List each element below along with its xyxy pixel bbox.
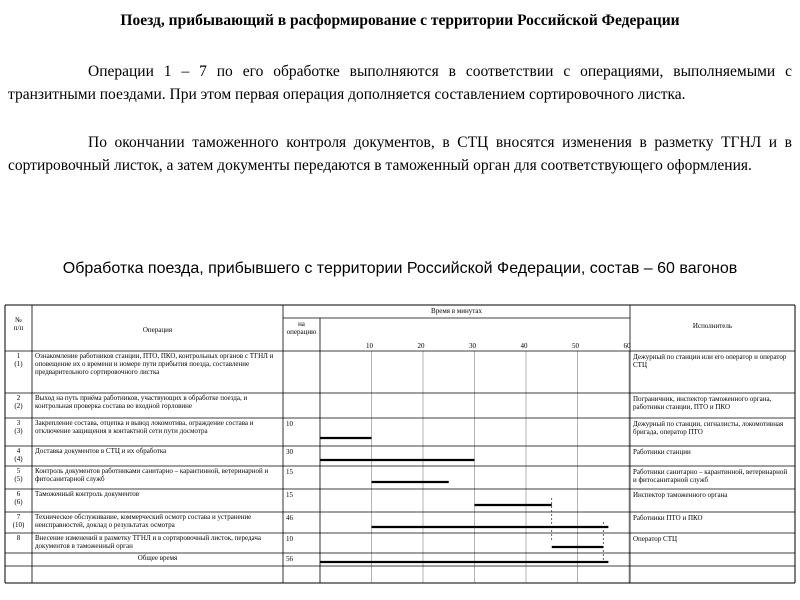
row-5-num: 5 (5) (14, 467, 23, 483)
row-1-num: 1 (1) (14, 352, 23, 368)
row-3-num: 3 (3) (14, 419, 23, 435)
row-8-duration: 10 (286, 535, 293, 543)
tick-label-30: 30 (469, 342, 476, 350)
paragraph-2: По окончании таможенного контроля документов, в СТЦ вносятся изменения в разметку ТГНЛ и в сортировочный листок, а затем документы передаются в таможенный орган для соответствующего оформления. (8, 134, 792, 174)
row-9-executor (633, 555, 792, 565)
row-2-executor: Пограничник, инспектор таможенного органа, работники станции, ПТО и ПКО (633, 395, 772, 411)
row-2-duration (286, 395, 318, 417)
row-3-duration: 10 (286, 420, 293, 428)
page-title: Поезд, прибывающий в расформирование с территории Российской Федерации (120, 12, 680, 29)
row-6-executor: Инспектор таможенного органа (633, 491, 728, 499)
row-5-duration: 15 (286, 468, 293, 476)
row-7-duration: 46 (286, 514, 293, 522)
tick-label-10: 10 (366, 342, 373, 350)
row-6-duration: 15 (286, 491, 293, 499)
tick-label-60: 60 (623, 342, 631, 350)
row-9-num (6, 554, 31, 565)
tick-label-20: 20 (417, 342, 425, 350)
row-6-operation: Таможенный контроль документов (35, 490, 140, 498)
row-4-num: 4 (4) (14, 447, 23, 463)
row-5-executor: Работники санитарно – карантинной, ветеринарной и фитосанитарной служб (633, 468, 788, 484)
tick-label-50: 50 (572, 342, 579, 350)
row-5-operation: Контроль документов работниками санитарно – карантинной, ветеринарной и фитосанитарной служб (35, 467, 269, 483)
row-8-executor: Оператор СТЦ (633, 535, 678, 543)
row-6-num: 6 (6) (14, 490, 23, 506)
row-4-duration: 30 (286, 448, 293, 456)
row-2-operation: Выход на путь приёма работников, участвующих в обработке поезда, и контрольная проверка состава во входной горловине (35, 394, 248, 410)
header-num: № п/п (13, 316, 24, 332)
row-8-num: 8 (16, 534, 21, 542)
header-operation: Операция (142, 326, 173, 334)
row-8-operation: Внесение изменений в разметку ТГНЛ и в сортировочный листок, передача документов в таможенный орган (35, 534, 261, 550)
tick-label-40: 40 (520, 342, 528, 350)
row-1-duration (286, 353, 318, 392)
table-caption: Обработка поезда, прибывшего с территории Российской Федерации, состав – 60 вагонов (62, 260, 738, 277)
row-3-executor: Дежурный по станции, сигналисты, локомотивная бригада, оператор ПТО (633, 420, 784, 436)
row-7-executor: Работники ПТО и ПКО (633, 514, 703, 522)
row-9-duration: 56 (286, 555, 293, 563)
row-1-executor: Дежурный по станции или его оператор и оператор СТЦ (633, 353, 787, 369)
row-7-num: 7 (10) (12, 513, 25, 529)
paragraph-1: Операции 1 – 7 по его обработке выполняются в соответствии с операциями, выполняемыми с транзитными поездами. При этом первая операция дополняется составлением сортировочного листка. (8, 63, 792, 103)
header-executor: Исполнитель (692, 322, 733, 330)
row-2-num: 2 (2) (14, 394, 23, 410)
header-time: Время в минутах (431, 307, 482, 315)
row-4-executor: Работники станции (633, 448, 691, 456)
row-9-operation: Общее время (137, 554, 178, 562)
row-3-operation: Закрепление состава, отцепка и вывод локомотива, ограждение состава и отключение защищения в контактной сети пути досмотра (35, 419, 254, 435)
header-duration: на операцию (286, 320, 317, 336)
row-4-operation: Доставка документов в СТЦ и их обработка (35, 447, 167, 455)
row-1-operation: Ознакомление работников станции, ПТО, ПКО, контрольных органов с ТГНЛ и оповещение их о времени и номере пути прибытия поезда, составление предварительного сортировочного листка (35, 352, 274, 376)
row-7-operation: Техническое обслуживание, коммерческий осмотр состава и устранение неисправностей, доклад о результатах осмотра (35, 513, 252, 529)
